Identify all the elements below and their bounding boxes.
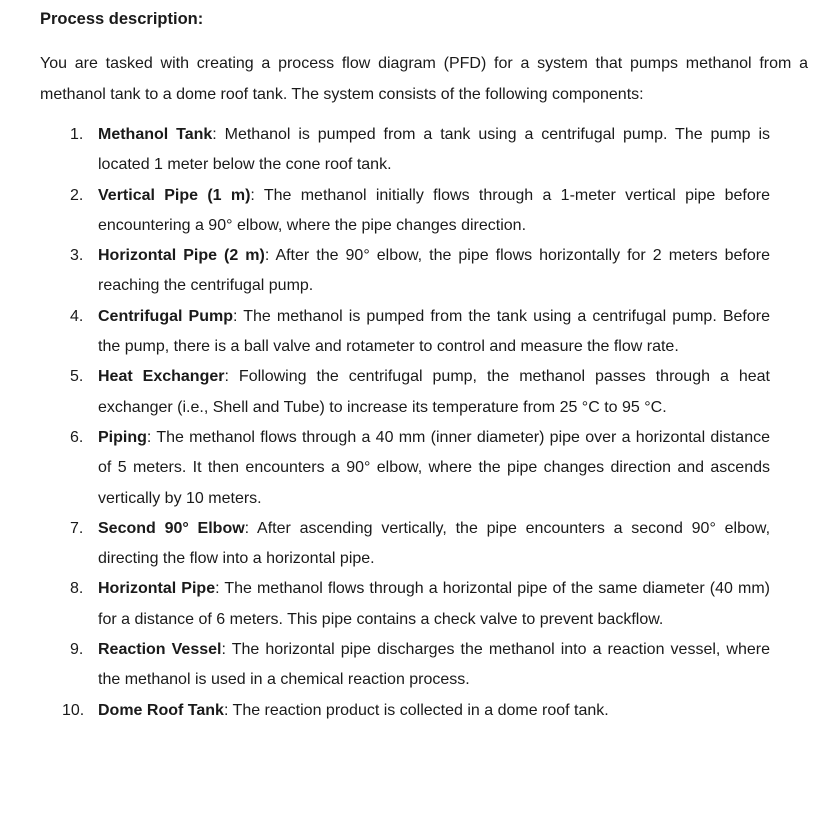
item-text: : The reaction product is collected in a dome roof tank. bbox=[223, 701, 609, 719]
item-number: 1. bbox=[70, 126, 84, 143]
list-item bbox=[70, 423, 770, 514]
item-text: : After the 90° elbow, the pipe flows horizontally for 2 meters before reaching the centrifugal pump. bbox=[98, 247, 770, 295]
item-text: : The methanol flows through a 40 mm (inner diameter) pipe over a horizontal distance of 5 meters. It then encounters a 90° elbow, where the pipe changes direction and ascends vertically by 10 meters. bbox=[98, 428, 770, 507]
item-term: Vertical Pipe (1 m) bbox=[98, 186, 251, 204]
list-item bbox=[70, 241, 770, 302]
item-term: Methanol Tank bbox=[98, 126, 213, 143]
item-term: Second 90° Elbow bbox=[98, 519, 245, 537]
item-term: Horizontal Pipe bbox=[98, 580, 216, 598]
list-item bbox=[70, 181, 770, 242]
item-term: Dome Roof Tank bbox=[98, 701, 224, 719]
intro-paragraph: You are tasked with creating a process flow diagram (PFD) for a system that pumps methanol from a methanol tank to a dome roof tank. The system consists of the following components: bbox=[40, 55, 808, 103]
item-number: 7. bbox=[70, 519, 84, 537]
item-text: : Following the centrifugal pump, the methanol passes through a heat exchanger (i.e., Shell and Tube) to increase its temperature from 25 °C to 95 °C. bbox=[98, 368, 771, 416]
list-item bbox=[70, 514, 770, 575]
item-term: Heat Exchanger bbox=[98, 368, 225, 386]
item-term: Piping bbox=[98, 428, 147, 446]
list-item bbox=[70, 574, 770, 635]
item-number: 2. bbox=[70, 186, 84, 204]
item-text: : The methanol is pumped from the tank using a centrifugal pump. Before the pump, there is a ball valve and rotameter to control and measure the flow rate. bbox=[98, 307, 770, 356]
item-text: : The methanol flows through a horizontal pipe of the same diameter (40 mm) for a distance of 6 meters. This pipe contains a check valve to prevent backflow. bbox=[98, 580, 770, 628]
item-text: : The methanol initially flows through a 1-meter vertical pipe before encountering a 90° elbow, where the pipe changes direction. bbox=[98, 186, 770, 234]
item-number: 10. bbox=[62, 701, 85, 719]
item-term: Horizontal Pipe (2 m) bbox=[98, 247, 265, 265]
item-number: 9. bbox=[70, 641, 84, 659]
list-item bbox=[70, 302, 770, 363]
component-list bbox=[62, 120, 771, 726]
item-number: 4. bbox=[70, 307, 84, 325]
item-number: 8. bbox=[70, 580, 84, 598]
list-item bbox=[70, 362, 770, 423]
item-number: 6. bbox=[70, 428, 84, 446]
list-item bbox=[70, 120, 770, 181]
section-heading: Process description: bbox=[40, 10, 204, 28]
item-text: : After ascending vertically, the pipe encounters a second 90° elbow, directing the flow into a horizontal pipe. bbox=[98, 519, 771, 568]
item-number: 3. bbox=[70, 247, 84, 265]
item-term: Reaction Vessel bbox=[98, 641, 222, 659]
item-number: 5. bbox=[70, 368, 84, 386]
item-term: Centrifugal Pump bbox=[98, 307, 233, 325]
item-text: : The horizontal pipe discharges the methanol into a reaction vessel, where the methanol is used in a chemical reaction process. bbox=[98, 641, 770, 689]
item-text: : Methanol is pumped from a tank using a centrifugal pump. The pump is located 1 meter below the cone roof tank. bbox=[98, 126, 770, 174]
list-item bbox=[70, 635, 770, 696]
list-item bbox=[62, 696, 770, 726]
